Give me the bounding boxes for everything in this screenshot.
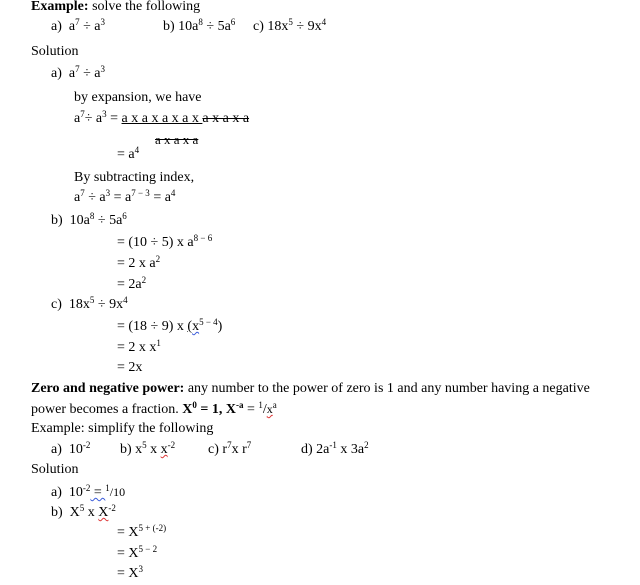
example2-solution-label: Solution [31,462,79,477]
example2-sol-b-step2: = $X^{5 - 2}$ [117,544,158,561]
problem-c: c) $18x^5 \div 9x^4$ [253,17,327,34]
example2-solution-b: b) $X^5$ x $X^{-2}$ [51,503,116,520]
zero-negative-heading: Zero and negative power: [31,381,185,396]
by-subtracting-text: By subtracting index, [74,170,195,185]
example2-solution-a: a) $10^{-2} = ^1/10$ [51,483,126,500]
part-c-step2: = 2 x $x^1$ [117,338,161,355]
example2-sol-b-step3: = $X^3$ [117,564,144,581]
expansion-denominator: a x a x a [155,132,199,147]
part-c-expression: c) $18x^5 \div 9x^4$ [51,295,128,312]
part-b-step2: = 2 x $a^2$ [117,254,161,271]
example-heading [31,0,200,16]
part-a-result: = $a^4$ [117,145,140,162]
example2-problem-c: c) $r^7x$ $r^7$ [208,440,252,457]
example-heading-bold: Example: [31,0,89,14]
part-b-expression: b) $10a^8 \div 5a^6$ [51,211,127,228]
part-a-expression: a) $a^7 \div a^3$ [51,64,106,81]
example-heading-text: solve the following [88,0,201,14]
example2-problem-a: a) $10^{-2}$ [51,440,91,457]
zero-negative-line1: Zero and negative power: any number to the power of zero is 1 and any number having a negative [31,381,590,396]
part-c-step3: = 2x [117,360,143,375]
example2-problem-b: b) $x^5$ x $x^{-2}$ [120,440,176,457]
solution-label: Solution [31,44,79,59]
problem-a: a) $a^7 \div a^3$ [51,17,106,34]
subtract-line: $a^7 \div a^3 = a^{7 - 3} = a^4$ [74,188,176,205]
expansion-numerator-cancelled: a x a x a [202,111,250,126]
by-expansion-text: by expansion, we have [74,90,202,105]
part-b-step3: = $2a^2$ [117,275,147,292]
expansion-line: $a^7\div a^3 = a$ x a x a x a x a x a x a [74,109,250,126]
part-c-step1: = (18 ÷ 9) x $(x^{5 - 4})$ [117,317,223,334]
example2-problem-d: d) $2a^{-1}$ x $3a^2$ [301,440,369,457]
example2-heading: Example: simplify the following [31,421,214,436]
part-b-step1: = (10 ÷ 5) x $a^{8 - 6}$ [117,233,213,250]
expansion-numerator: a x a x a x a x [121,111,203,126]
example2-sol-b-step1: = $X^{5 + (-2)}$ [117,523,167,540]
zero-negative-line2: power becomes a fraction. $X^0 = 1$, $X^{-a} = ^1/x^a$ [31,400,277,417]
problem-b: b) $10a^8 \div 5a^6$ [163,17,236,34]
